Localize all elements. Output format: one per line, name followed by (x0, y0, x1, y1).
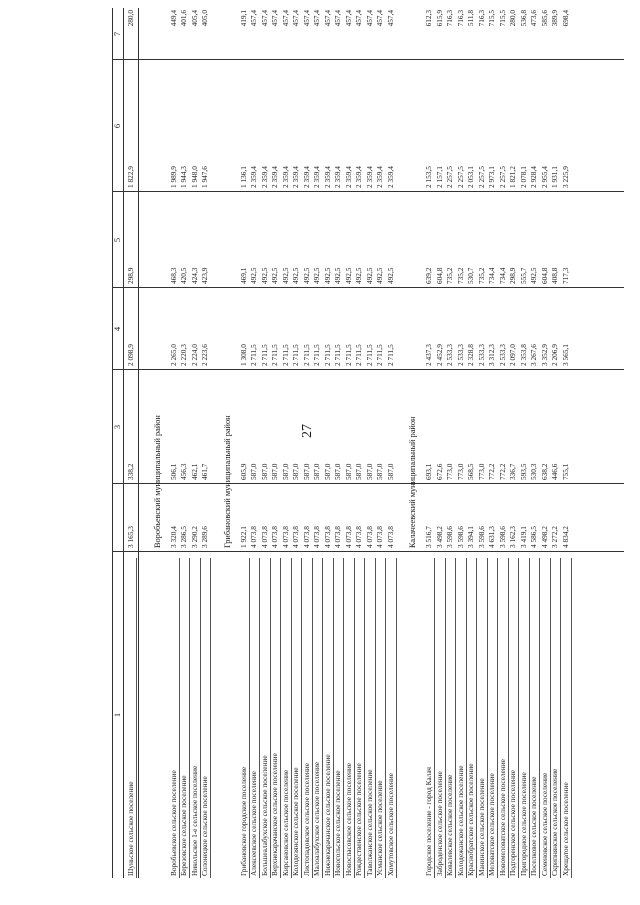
row-name: Пригородное сельское поселение (518, 772, 528, 876)
row-name: Городское поселение - город Калач (424, 767, 433, 876)
rotated-table-page (112, 8, 624, 878)
row-value: 2 711,5 (249, 344, 258, 366)
row-value: 457,4 (270, 10, 279, 27)
row-value: 457,4 (385, 10, 395, 27)
row-value: 4 073,8 (259, 526, 269, 548)
row-name: Хомутовское сельское поселение (385, 773, 395, 876)
row-value: 492,5 (270, 267, 279, 284)
row-value: 336,7 (508, 463, 517, 480)
row-value: 4 073,8 (301, 526, 311, 548)
row-value: 2 359,4 (364, 166, 374, 188)
row-value: 461,7 (200, 463, 209, 480)
table-row (456, 8, 467, 878)
table-row (312, 8, 323, 878)
table-row (519, 8, 530, 878)
row-value: 3 272,2 (550, 526, 559, 548)
row-value: 2 711,5 (301, 344, 311, 366)
row-name: Хрещатое сельское поселение (560, 782, 570, 876)
table-row (200, 8, 211, 878)
row-value: 735,2 (455, 267, 465, 284)
row-value: 492,5 (364, 267, 374, 284)
row-value: 2 257,5 (497, 166, 507, 188)
table-row (323, 8, 334, 878)
row-value: 1 931,1 (550, 166, 559, 188)
table-row (179, 8, 190, 878)
row-value: 604,8 (434, 267, 444, 284)
row-value: 2 533,3 (497, 344, 507, 366)
row-value: 773,0 (445, 463, 454, 480)
row-value: 715,5 (497, 10, 507, 27)
row-value: 716,3 (445, 10, 454, 27)
row-value: 2 711,5 (375, 344, 384, 366)
row-value: 2 359,4 (385, 166, 395, 188)
row-name: Никольское 1-е сельское поселение (189, 765, 199, 876)
row-value: 2 359,4 (375, 166, 384, 188)
row-value: 3 312,3 (487, 344, 496, 366)
row-value: 735,2 (445, 267, 454, 284)
row-value: 3 352,9 (539, 344, 549, 366)
row-value: 2 359,4 (301, 166, 311, 188)
row-value: 2 223,6 (200, 344, 209, 366)
row-value: 530,3 (529, 463, 538, 480)
row-name: Манинское сельское поселение (476, 778, 486, 876)
row-value: 2 359,4 (270, 166, 279, 188)
row-value: 2 078,1 (518, 166, 528, 188)
row-value: 1 922,1 (238, 526, 248, 548)
row-value: 587,0 (270, 463, 279, 480)
row-value: 492,5 (333, 267, 342, 284)
row-value: 2 224,0 (189, 344, 199, 366)
row-value: 587,0 (259, 463, 269, 480)
row-value: 3 565,1 (560, 344, 570, 366)
row-value: 2 973,1 (487, 166, 496, 188)
row-value: 3 286,5 (179, 526, 188, 548)
row-value: 492,5 (259, 267, 269, 284)
row-value: 716,3 (455, 10, 465, 27)
row-value: 2 437,3 (424, 344, 433, 366)
row-value: 555,7 (518, 267, 528, 284)
row-value: 2 711,5 (259, 344, 269, 366)
section-divider (138, 8, 139, 878)
table-row (365, 8, 376, 878)
row-value: 734,4 (497, 267, 507, 284)
row-value: 568,5 (466, 463, 475, 480)
row-name: Верхнекарачанское сельское поселение (270, 753, 279, 876)
row-value: 1 944,3 (179, 166, 188, 188)
table-row (344, 8, 355, 878)
table-row (487, 8, 498, 878)
row-value: 457,4 (343, 10, 353, 27)
table-row (239, 8, 250, 878)
row-value: 587,0 (301, 463, 311, 480)
row-name: Шуньское сельское поселение (126, 781, 135, 876)
table-row (169, 8, 180, 878)
row-value: 715,5 (487, 10, 496, 27)
row-value: 4 073,8 (312, 526, 321, 548)
row-value: 587,0 (385, 463, 395, 480)
row-value: 587,0 (333, 463, 342, 480)
row-value: 4 834,2 (560, 526, 570, 548)
row-value: 492,5 (343, 267, 353, 284)
row-value: 2 533,3 (476, 344, 486, 366)
row-value: 1 136,1 (238, 166, 248, 188)
row-value: 423,9 (200, 267, 209, 284)
row-value: 1 948,0 (189, 166, 199, 188)
row-value: 457,4 (280, 10, 290, 27)
row-value: 457,4 (301, 10, 311, 27)
row-value: 4 586,5 (529, 526, 538, 548)
row-name: Скрипнянское сельское поселение (550, 768, 559, 876)
row-value: 419,1 (238, 10, 248, 27)
row-value: 773,0 (455, 463, 465, 480)
row-value: 2 359,4 (322, 166, 332, 188)
table-row (477, 8, 488, 878)
row-value: 3 320,4 (168, 526, 178, 548)
row-value: 587,0 (291, 463, 300, 480)
row-value: 2 359,4 (259, 166, 269, 188)
row-value: 492,5 (375, 267, 384, 284)
row-value: 492,5 (529, 267, 538, 284)
row-value: 587,0 (322, 463, 332, 480)
table-row (375, 8, 386, 878)
row-value: 2 257,5 (476, 166, 486, 188)
row-underline (571, 558, 572, 878)
row-value: 462,1 (189, 463, 199, 480)
row-name: Новомеловатское сельское поселение (497, 759, 507, 876)
row-value: 3 290,2 (189, 526, 199, 548)
row-value: 2 359,4 (343, 166, 353, 188)
row-value: 585,6 (539, 10, 549, 27)
table-row (550, 8, 561, 878)
row-value: 2 928,4 (529, 166, 538, 188)
row-value: 2 220,3 (179, 344, 188, 366)
row-value: 2 711,5 (354, 344, 363, 366)
row-value: 4 073,8 (291, 526, 300, 548)
row-value: 2 359,4 (354, 166, 363, 188)
row-value: 593,5 (518, 463, 528, 480)
row-value: 587,0 (364, 463, 374, 480)
row-value: 2 711,5 (364, 344, 374, 366)
row-value: 587,0 (375, 463, 384, 480)
row-value: 456,3 (179, 463, 188, 480)
row-value: 4 073,8 (333, 526, 342, 548)
row-name: Березовское сельское поселение (179, 775, 188, 876)
row-value: 2 533,3 (445, 344, 454, 366)
row-value: 468,3 (168, 267, 178, 284)
row-value: 457,4 (375, 10, 384, 27)
row-name: Колодежанское сельское поселение (455, 765, 465, 876)
column-header: 4 (112, 326, 122, 332)
row-value: 1 947,6 (200, 166, 209, 188)
row-name: Меловатское сельское поселение (487, 773, 496, 876)
row-value: 3 516,7 (424, 526, 433, 548)
row-name: Семеновское сельское поселение (539, 772, 549, 876)
row-value: 2 206,9 (550, 344, 559, 366)
row-value: 4 073,8 (322, 526, 332, 548)
row-name: Краснобратское сельское поселение (466, 763, 475, 876)
row-value: 492,5 (322, 267, 332, 284)
table-row (302, 8, 313, 878)
row-value: 408,8 (550, 267, 559, 284)
row-value: 492,5 (301, 267, 311, 284)
row-name: Усманское сельское поселение (375, 780, 384, 876)
column-header: 1 (112, 712, 122, 718)
row-value: 3 162,3 (508, 526, 517, 548)
row-value: 530,7 (466, 267, 475, 284)
row-value: 457,4 (364, 10, 374, 27)
table-row (508, 8, 519, 878)
row-value: 4 073,8 (354, 526, 363, 548)
row-value: 457,4 (322, 10, 332, 27)
row-value: 2 711,5 (343, 344, 353, 366)
row-value: 734,4 (487, 267, 496, 284)
row-value: 735,2 (476, 267, 486, 284)
row-name: Кирсановское сельское поселение (280, 769, 290, 876)
row-value: 4 073,8 (375, 526, 384, 548)
row-value: 405,0 (200, 10, 209, 27)
row-value: 492,5 (312, 267, 321, 284)
row-name: Колодезянское сельское поселение (291, 767, 300, 876)
row-value: 280,0 (126, 10, 135, 27)
statistics-table (112, 8, 624, 878)
row-value: 4 631,3 (487, 526, 496, 548)
row-value: 298,9 (508, 267, 517, 284)
row-name: Рождественское сельское поселение (354, 763, 363, 876)
row-value: 2 098,9 (126, 344, 135, 366)
row-name: Листопадовское сельское поселение (301, 763, 311, 876)
table-row (529, 8, 540, 878)
row-value: 469,1 (238, 267, 248, 284)
page-number: 27 (300, 424, 315, 438)
row-name: Заброденское сельское поселение (434, 771, 444, 876)
row-value: 3 598,6 (445, 526, 454, 548)
row-value: 3 267,6 (529, 344, 538, 366)
header-divider (123, 8, 124, 878)
row-value: 3 498,2 (434, 526, 444, 548)
table-row (498, 8, 509, 878)
row-value: 389,9 (550, 10, 559, 27)
row-value: 587,0 (343, 463, 353, 480)
row-value: 1 308,0 (238, 344, 248, 366)
row-value: 773,0 (476, 463, 486, 480)
row-value: 446,6 (550, 463, 559, 480)
row-value: 2 711,5 (333, 344, 342, 366)
row-value: 492,5 (280, 267, 290, 284)
column-header: 3 (112, 424, 122, 430)
row-value: 2 353,8 (518, 344, 528, 366)
row-value: 2 711,5 (280, 344, 290, 366)
row-value: 2 257,5 (445, 166, 454, 188)
row-value: 638,2 (539, 463, 549, 480)
row-value: 2 359,4 (249, 166, 258, 188)
row-value: 4 073,8 (249, 526, 258, 548)
table-row (190, 8, 201, 878)
row-name: Алексеевское сельское поселение (249, 771, 258, 876)
row-value: 3 225,9 (560, 166, 570, 188)
row-value: 1 821,2 (508, 166, 517, 188)
row-value: 457,4 (259, 10, 269, 27)
table-row (435, 8, 446, 878)
row-value: 2 711,5 (385, 344, 395, 366)
row-value: 457,4 (291, 10, 300, 27)
row-value: 1 989,9 (168, 166, 178, 188)
row-value: 492,5 (249, 267, 258, 284)
row-value: 457,4 (354, 10, 363, 27)
row-value: 4 073,8 (364, 526, 374, 548)
table-row (445, 8, 456, 878)
row-value: 672,6 (434, 463, 444, 480)
row-value: 587,0 (354, 463, 363, 480)
row-underline (396, 558, 397, 878)
table-row (249, 8, 260, 878)
row-name: Грибановское городское поселение (238, 766, 248, 876)
row-value: 2 157,1 (434, 166, 444, 188)
row-name: Ковалевское сельское поселение (445, 774, 454, 876)
row-value: 2 711,5 (291, 344, 300, 366)
row-name: Нижнекарачанское сельское поселение (322, 754, 332, 876)
row-value: 492,5 (354, 267, 363, 284)
row-value: 457,4 (333, 10, 342, 27)
row-value: 3 394,1 (466, 526, 475, 548)
row-value: 2 328,8 (466, 344, 475, 366)
table-row (260, 8, 271, 878)
row-name: Таволжанское сельское поселение (364, 769, 374, 876)
row-value: 3 598,6 (476, 526, 486, 548)
row-value: 492,5 (291, 267, 300, 284)
row-name: Воробьевское сельское поселение (168, 770, 178, 876)
row-value: 2 711,5 (312, 344, 321, 366)
row-value: 3 598,6 (497, 526, 507, 548)
row-value: 755,1 (560, 463, 570, 480)
row-value: 587,0 (312, 463, 321, 480)
table-row (126, 8, 137, 878)
row-value: 2 359,4 (312, 166, 321, 188)
row-value: 457,4 (249, 10, 258, 27)
row-value: 457,4 (312, 10, 321, 27)
row-value: 2 153,5 (424, 166, 433, 188)
row-value: 4 073,8 (280, 526, 290, 548)
table-row (561, 8, 572, 878)
row-value: 2 097,0 (508, 344, 517, 366)
row-name: Новоспасовское сельское поселение (343, 762, 353, 876)
row-value: 2 533,3 (455, 344, 465, 366)
row-value: 2 452,9 (434, 344, 444, 366)
row-name: Малоалабухское сельское поселение (312, 762, 321, 876)
row-value: 511,8 (466, 10, 475, 27)
row-value: 3 419,1 (518, 526, 528, 548)
row-value: 604,8 (539, 267, 549, 284)
row-value: 772,2 (497, 463, 507, 480)
table-row (386, 8, 397, 878)
row-value: 612,3 (424, 10, 433, 27)
row-value: 2 359,4 (291, 166, 300, 188)
row-value: 716,3 (476, 10, 486, 27)
row-underline (210, 558, 211, 878)
table-row (333, 8, 344, 878)
row-value: 473,6 (529, 10, 538, 27)
row-value: 449,4 (168, 10, 178, 27)
row-value: 280,0 (508, 10, 517, 27)
section-title: Воробьевский муниципальный район (152, 415, 162, 548)
section-title: Грибановский муниципальный район (222, 415, 232, 548)
section-title: Калачеевский муниципальный район (408, 416, 417, 548)
row-value: 3 289,6 (200, 526, 209, 548)
table-row (466, 8, 477, 878)
row-value: 3 598,6 (455, 526, 465, 548)
row-value: 2 711,5 (270, 344, 279, 366)
table-row (291, 8, 302, 878)
row-value: 2 359,4 (280, 166, 290, 188)
column-header: 5 (112, 237, 122, 243)
row-value: 4 073,8 (343, 526, 353, 548)
table-row (354, 8, 365, 878)
row-value: 693,1 (424, 463, 433, 480)
table-row (270, 8, 281, 878)
row-value: 3 165,3 (126, 526, 135, 548)
row-value: 615,9 (434, 10, 444, 27)
row-value: 2 257,5 (455, 166, 465, 188)
row-value: 4 073,8 (270, 526, 279, 548)
row-value: 698,4 (560, 10, 570, 27)
row-name: Большеалабухское сельское поселение (259, 755, 269, 876)
row-value: 772,2 (487, 463, 496, 480)
row-value: 405,4 (189, 10, 199, 27)
row-value: 4 498,2 (539, 526, 549, 548)
row-value: 605,9 (238, 463, 248, 480)
row-value: 506,1 (168, 463, 178, 480)
row-value: 2 955,4 (539, 166, 549, 188)
row-value: 587,0 (280, 463, 290, 480)
row-value: 492,5 (385, 267, 395, 284)
row-value: 424,3 (189, 267, 199, 284)
row-value: 2 265,0 (168, 344, 178, 366)
row-value: 420,5 (179, 267, 188, 284)
table-row (281, 8, 292, 878)
row-value: 298,9 (126, 267, 135, 284)
row-name: Поселковое сельское поселение (529, 776, 538, 876)
row-name: Новогольское сельское поселение (333, 770, 342, 876)
row-value: 536,8 (518, 10, 528, 27)
row-value: 639,2 (424, 267, 433, 284)
row-value: 717,3 (560, 267, 570, 284)
table-row (540, 8, 551, 878)
column-header: 6 (112, 123, 122, 129)
table-row (424, 8, 435, 878)
row-value: 1 822,9 (126, 166, 135, 188)
row-value: 401,6 (179, 10, 188, 27)
row-value: 587,0 (249, 463, 258, 480)
row-value: 2 053,1 (466, 166, 475, 188)
row-value: 338,2 (126, 463, 135, 480)
row-value: 2 711,5 (322, 344, 332, 366)
row-name: Подгоренское сельское поселение (508, 770, 517, 876)
row-name: Солонецкое сельское поселение (200, 776, 209, 876)
row-value: 2 359,4 (333, 166, 342, 188)
row-value: 4 073,8 (385, 526, 395, 548)
column-header: 7 (112, 31, 122, 37)
